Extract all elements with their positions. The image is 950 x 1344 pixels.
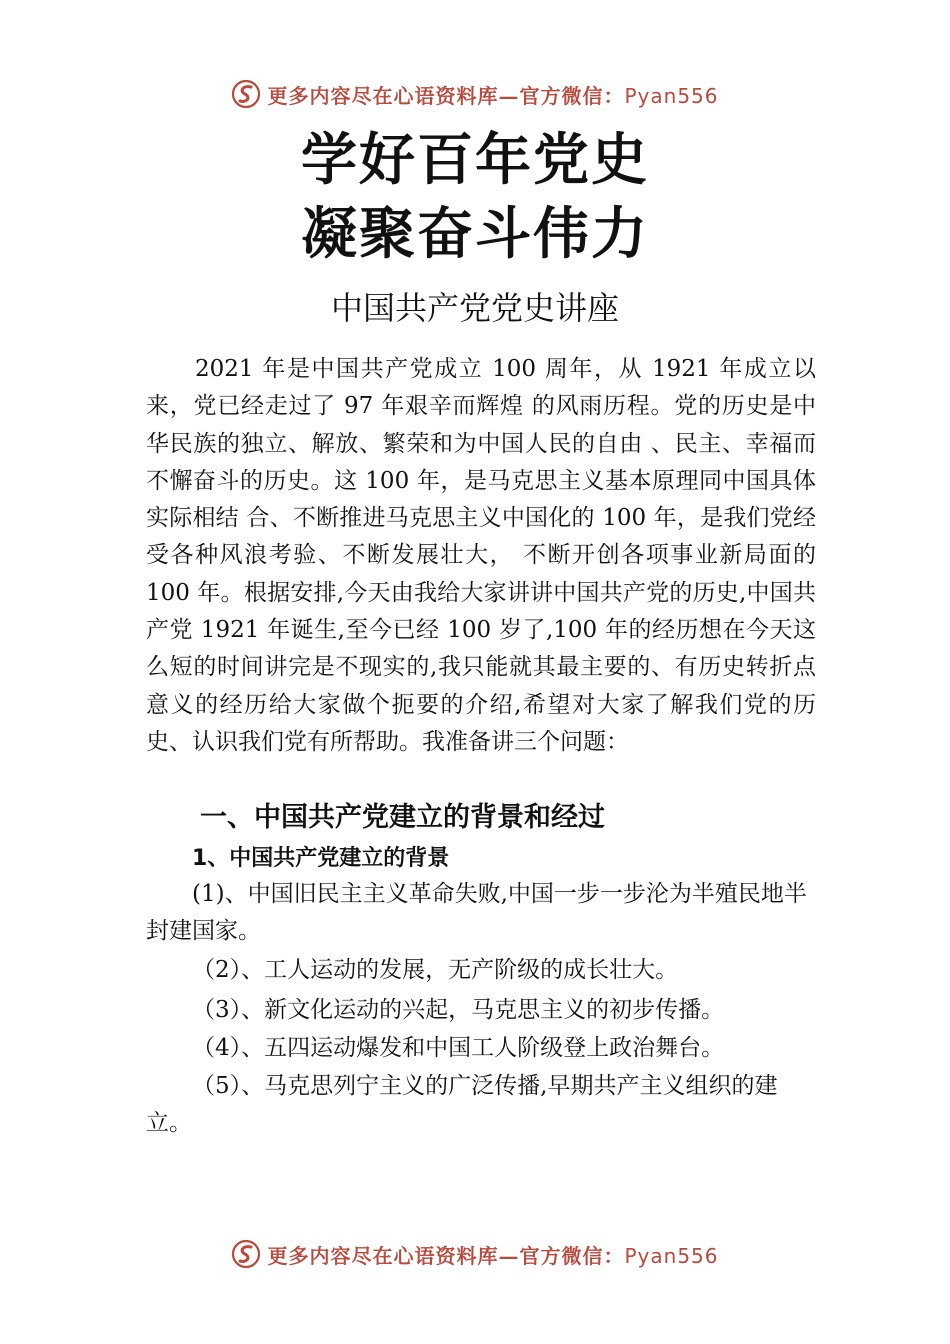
list-item: （5）、马克思列宁主义的广泛传播,早期共产主义组织的建立。 <box>146 1073 778 1137</box>
section-heading: 一、中国共产党建立的背景和经过 <box>200 802 605 833</box>
list-item: （2）、工人运动的发展，无产阶级的成长壮大。 <box>192 957 679 983</box>
intro-paragraph: 2021 年是中国共产党成立 100 周年，从 1921 年成立以来，党已经走过了 97 年艰辛而辉煌 的风雨历程。党的历史是中华民族的独立、解放、繁荣和为中国人民的自由 、民主、幸福而不懈奋斗的历史。这 100 年，是马克思主义基本原理同中国具体实际相结 合、不断推进马克思主义中国化的 100 年，是我们党经受各种风浪考验、不断发展壮大， 不断开创各项事业新局面的 100 年。根据安排,今天由我给大家讲讲中国共产党的历史,中国共产党 1921 年诞生,至今已经 100 岁了,100 年的经历想在今天这么短的时间讲完是不现实的,我只能就其最主要的、有历史转折点意义的经历给大家做个扼要的介绍,希望对大家了解我们党的历史、认识我们党有所帮助。我准备讲三个问题： <box>146 356 816 755</box>
stylized-s-logo-icon <box>231 79 261 109</box>
watermark-footer <box>0 1234 950 1274</box>
section-subheading: 1、中国共产党建立的背景 <box>192 846 450 871</box>
list-item: (1)、中国旧民主主义革命失败,中国一步一步沦为半殖民地半封建国家。 <box>146 881 807 945</box>
document-subtitle: 中国共产党党史讲座 <box>330 289 619 327</box>
document-title-line1: 学好百年党史 <box>301 128 649 193</box>
watermark-header <box>0 74 950 114</box>
watermark-text: 更多内容尽在心语资料库—官方微信：Pyan556 <box>267 83 719 108</box>
stylized-s-logo-icon <box>231 1239 261 1269</box>
list-item: （3）、新文化运动的兴起，马克思主义的初步传播。 <box>192 997 725 1023</box>
list-item: （4）、五四运动爆发和中国工人阶级登上政治舞台。 <box>192 1035 725 1061</box>
document-title-line2: 凝聚奋斗伟力 <box>301 202 649 267</box>
watermark-text: 更多内容尽在心语资料库—官方微信：Pyan556 <box>267 1243 719 1268</box>
